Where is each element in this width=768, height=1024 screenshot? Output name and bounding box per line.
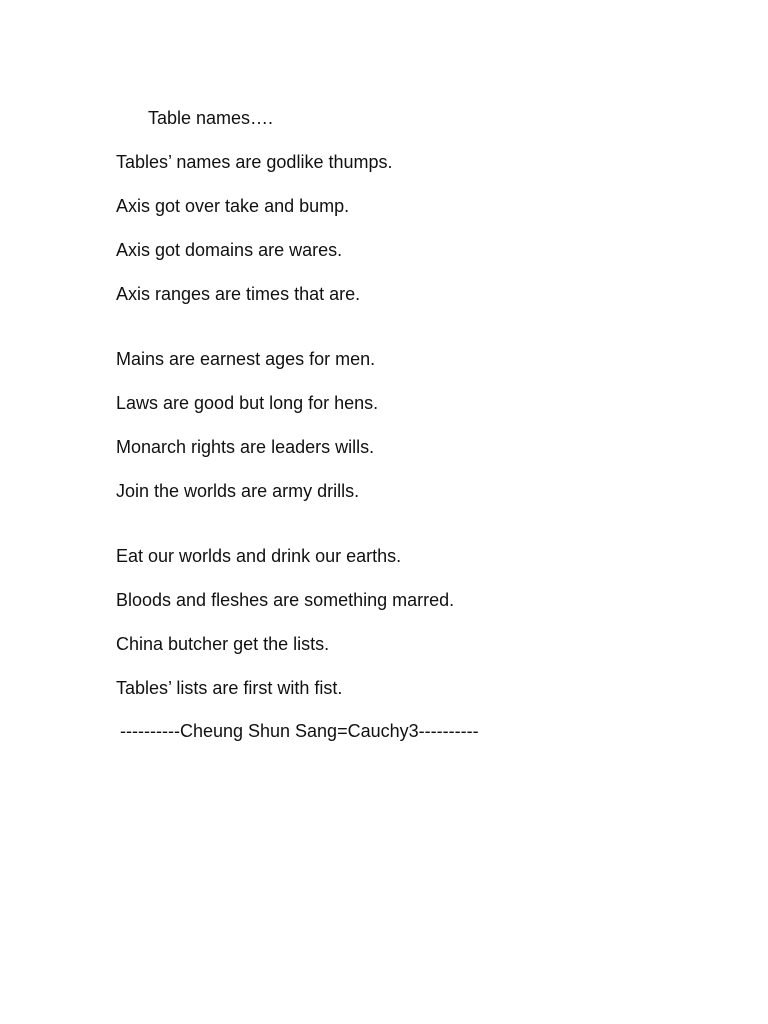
stanza-1-line-2: Axis got over take and bump. [116,196,350,216]
stanza-2-line-2: Laws are good but long for hens. [116,393,379,413]
stanza-3-line-1: Eat our worlds and drink our earths. [116,546,402,566]
stanza-2-line-1: Mains are earnest ages for men. [116,349,376,369]
stanza-1-line-4: Axis ranges are times that are. [116,284,361,304]
poem-title: Table names…. [148,108,274,128]
stanza-3-line-3: China butcher get the lists. [116,634,330,654]
stanza-3-line-2: Bloods and fleshes are something marred. [116,590,455,610]
stanza-3-line-4: Tables’ lists are first with fist. [116,678,343,698]
stanza-2-line-4: Join the worlds are army drills. [116,481,360,501]
stanza-1-line-1: Tables’ names are godlike thumps. [116,152,393,172]
stanza-1-line-3: Axis got domains are wares. [116,240,343,260]
author-signature: ----------Cheung Shun Sang=Cauchy3---------- [120,721,479,741]
stanza-2-line-3: Monarch rights are leaders wills. [116,437,375,457]
